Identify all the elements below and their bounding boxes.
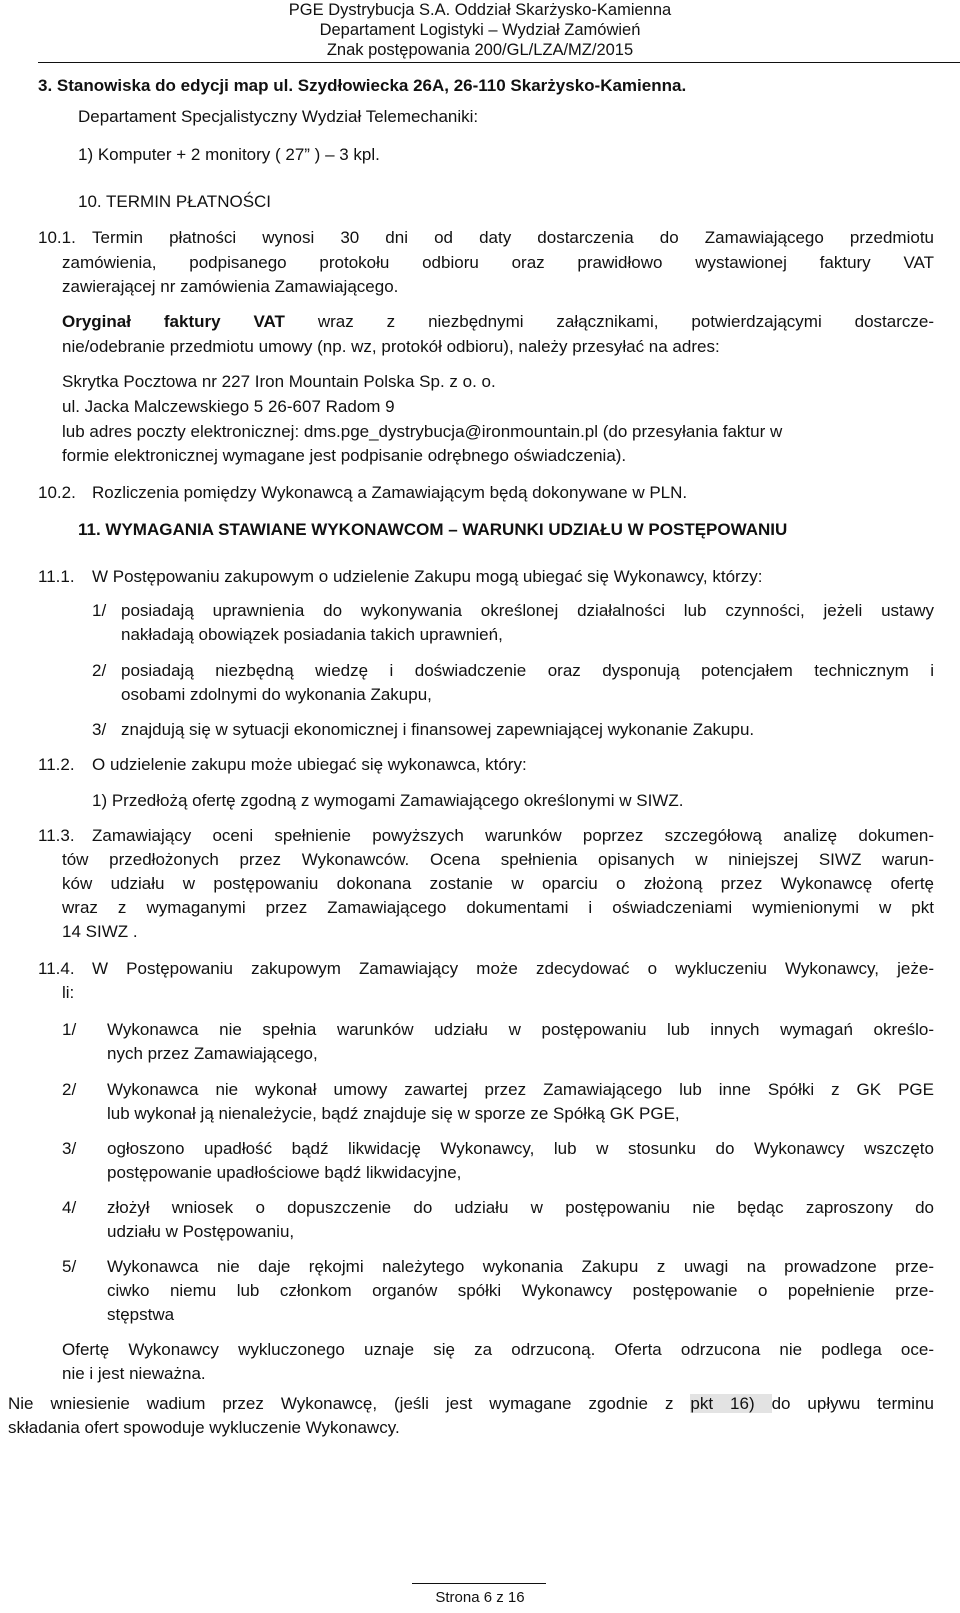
wadium-line-1 bbox=[8, 1395, 934, 1412]
paragraph-11-3-line-4: wraz z wymaganymi przez Zamawiającego dokumentami i oświadczeniami wymienionymi w pkt bbox=[62, 898, 934, 917]
section-11-heading: 11. WYMAGANIA STAWIANE WYKONAWCOM – WARUNKI UDZIAŁU W POSTĘPOWANIU bbox=[78, 520, 788, 539]
list-item-number: 4/ bbox=[62, 1198, 77, 1217]
list-item-number: 1/ bbox=[62, 1020, 77, 1039]
wadium-text: Nie wniesienie wadium przez Wykonawcę, (jeśli jest wymagane zgodnie z bbox=[8, 1394, 691, 1413]
exclusion-5-line-2: ciwko niemu lub członkom organów spółki Wykonawcy postępowanie o popełnienie prze- bbox=[107, 1281, 934, 1300]
paragraph-11-2: O udzielenie zakupu może ubiegać się wykonawca, który: bbox=[92, 755, 527, 774]
condition-2-line-1: posiadają niezbędną wiedzę i doświadczenie oraz dysponują potencjałem technicznym i bbox=[121, 661, 934, 680]
list-item-number: 5/ bbox=[62, 1257, 77, 1276]
wadium-text-end: do upływu terminu bbox=[771, 1394, 934, 1413]
highlighted-reference: pkt 16) bbox=[690, 1394, 772, 1413]
paragraph-number: 10.2. bbox=[38, 483, 76, 502]
section-3-department: Departament Specjalistyczny Wydział Telemechaniki: bbox=[78, 107, 479, 126]
wadium-line-2: składania ofert spowoduje wykluczenie Wykonawcy. bbox=[8, 1418, 400, 1437]
paragraph-number: 11.2. bbox=[38, 755, 75, 774]
exclusion-4-line-2: udziału w Postępowaniu, bbox=[107, 1222, 295, 1241]
invoice-original-text: wraz z niezbędnymi załącznikami, potwierdzającymi dostarcze- bbox=[284, 312, 935, 331]
header-department: Departament Logistyki – Wydział Zamówień bbox=[319, 21, 641, 39]
invoice-original-line-1 bbox=[62, 313, 934, 330]
paragraph-10-2: Rozliczenia pomiędzy Wykonawcą a Zamawiającym będą dokonywane w PLN. bbox=[92, 483, 688, 502]
paragraph-11-4-line-1: W Postępowaniu zakupowym Zamawiający może zdecydować o wykluczeniu Wykonawcy, jeże- bbox=[92, 959, 934, 978]
paragraph-11-1: W Postępowaniu zakupowym o udzielenie Zakupu mogą ubiegać się Wykonawcy, którzy: bbox=[92, 567, 763, 586]
paragraph-11-3-line-5: 14 SIWZ . bbox=[62, 922, 138, 941]
rejection-line-1: Ofertę Wykonawcy wykluczonego uznaje się za odrzuconą. Oferta odrzucona nie podlega oce- bbox=[62, 1340, 934, 1359]
list-item-number: 3/ bbox=[92, 720, 107, 739]
exclusion-1-line-2: nych przez Zamawiającego, bbox=[107, 1044, 318, 1063]
exclusion-1-line-1: Wykonawca nie spełnia warunków udziału w postępowaniu lub innych wymagań określo- bbox=[107, 1020, 934, 1039]
header-case-number: Znak postępowania 200/GL/LZA/MZ/2015 bbox=[326, 41, 634, 59]
exclusion-4-line-1: złożył wniosek o dopuszczenie do udziału w postępowaniu nie będąc zaproszony do bbox=[107, 1198, 934, 1217]
paragraph-11-3-line-2: tów przedłożonych przez Wykonawców. Ocena spełnienia opisanych w niniejszej SIWZ warun- bbox=[62, 850, 934, 869]
exclusion-2-line-1: Wykonawca nie wykonał umowy zawartej przez Zamawiającego lub inne Spółki z GK PGE bbox=[107, 1080, 934, 1099]
exclusion-3-line-2: postępowanie upadłościowe bądź likwidacyjne, bbox=[107, 1163, 462, 1182]
list-item-number: 2/ bbox=[92, 661, 107, 680]
condition-1-line-2: nakładają obowiązek posiadania takich uprawnień, bbox=[121, 625, 503, 644]
list-item-number: 1/ bbox=[92, 601, 107, 620]
paragraph-number: 11.1. bbox=[38, 567, 75, 586]
header-rule bbox=[38, 62, 960, 63]
paragraph-11-4-line-2: li: bbox=[62, 983, 75, 1002]
invoice-original-label: Oryginał faktury VAT bbox=[62, 312, 285, 331]
exclusion-5-line-1: Wykonawca nie daje rękojmi należytego wykonania Zakupu z uwagi na prowadzone prze- bbox=[107, 1257, 934, 1276]
address-line-1: Skrytka Pocztowa nr 227 Iron Mountain Polska Sp. z o. o. bbox=[62, 372, 496, 391]
paragraph-number: 10.1. bbox=[38, 228, 76, 247]
condition-3-line-1: znajdują się w sytuacji ekonomicznej i finansowej zapewniającej wykonanie Zakupu. bbox=[121, 720, 755, 739]
paragraph-10-1-line-3: zawierającej nr zamówienia Zamawiającego. bbox=[62, 277, 399, 296]
paragraph-10-1-line-2: zamówienia, podpisanego protokołu odbioru oraz prawidłowo wystawionej faktury VAT bbox=[62, 253, 934, 272]
footer-rule bbox=[412, 1583, 546, 1584]
invoice-original-line-2: nie/odebranie przedmiotu umowy (np. wz, protokół odbioru), należy przesyłać na adres: bbox=[62, 337, 720, 356]
section-3-title: 3. Stanowiska do edycji map ul. Szydłowiecka 26A, 26-110 Skarżysko-Kamienna. bbox=[38, 76, 687, 95]
paragraph-number: 11.3. bbox=[38, 826, 75, 845]
email-line-2: formie elektronicznej wymagane jest podpisanie odrębnego oświadczenia). bbox=[62, 446, 627, 465]
list-item-number: 3/ bbox=[62, 1139, 77, 1158]
paragraph-11-3-line-3: ków udziału w postępowaniu dokonana zostanie w oparciu o złożoną przez Wykonawcę ofertę bbox=[62, 874, 934, 893]
paragraph-10-1-line-1: Termin płatności wynosi 30 dni od daty dostarczenia do Zamawiającego przedmiotu bbox=[92, 228, 934, 247]
page-number: Strona 6 z 16 bbox=[435, 1589, 525, 1606]
list-item-number: 2/ bbox=[62, 1080, 77, 1099]
section-10-heading: 10. TERMIN PŁATNOŚCI bbox=[78, 192, 272, 211]
exclusion-5-line-3: stępstwa bbox=[107, 1305, 175, 1324]
address-line-2: ul. Jacka Malczewskiego 5 26-607 Radom 9 bbox=[62, 397, 395, 416]
email-line-1: lub adres poczty elektronicznej: dms.pge_dystrybucja@ironmountain.pl (do przesyłania faktur w bbox=[62, 422, 783, 441]
header-company: PGE Dystrybucja S.A. Oddział Skarżysko-Kamienna bbox=[288, 1, 672, 19]
paragraph-11-3-line-1: Zamawiający oceni spełnienie powyższych warunków poprzez szczegółową analizę dokumen- bbox=[92, 826, 934, 845]
paragraph-number: 11.4. bbox=[38, 959, 75, 978]
exclusion-3-line-1: ogłoszono upadłość bądź likwidację Wykonawcy, lub w stosunku do Wykonawcy wszczęto bbox=[107, 1139, 934, 1158]
exclusion-2-line-2: lub wykonał ją nienależycie, bądź znajduje się w sporze ze Spółką GK PGE, bbox=[107, 1104, 680, 1123]
section-3-item-1: 1) Komputer + 2 monitory ( 27” ) – 3 kpl. bbox=[78, 145, 380, 164]
condition-1-line-1: posiadają uprawnienia do wykonywania określonej działalności lub czynności, jeżeli ustawy bbox=[121, 601, 934, 620]
paragraph-11-2-item-1: 1) Przedłożą ofertę zgodną z wymogami Zamawiającego określonymi w SIWZ. bbox=[92, 791, 684, 810]
condition-2-line-2: osobami zdolnymi do wykonania Zakupu, bbox=[121, 685, 432, 704]
rejection-line-2: nie i jest nieważna. bbox=[62, 1364, 206, 1383]
